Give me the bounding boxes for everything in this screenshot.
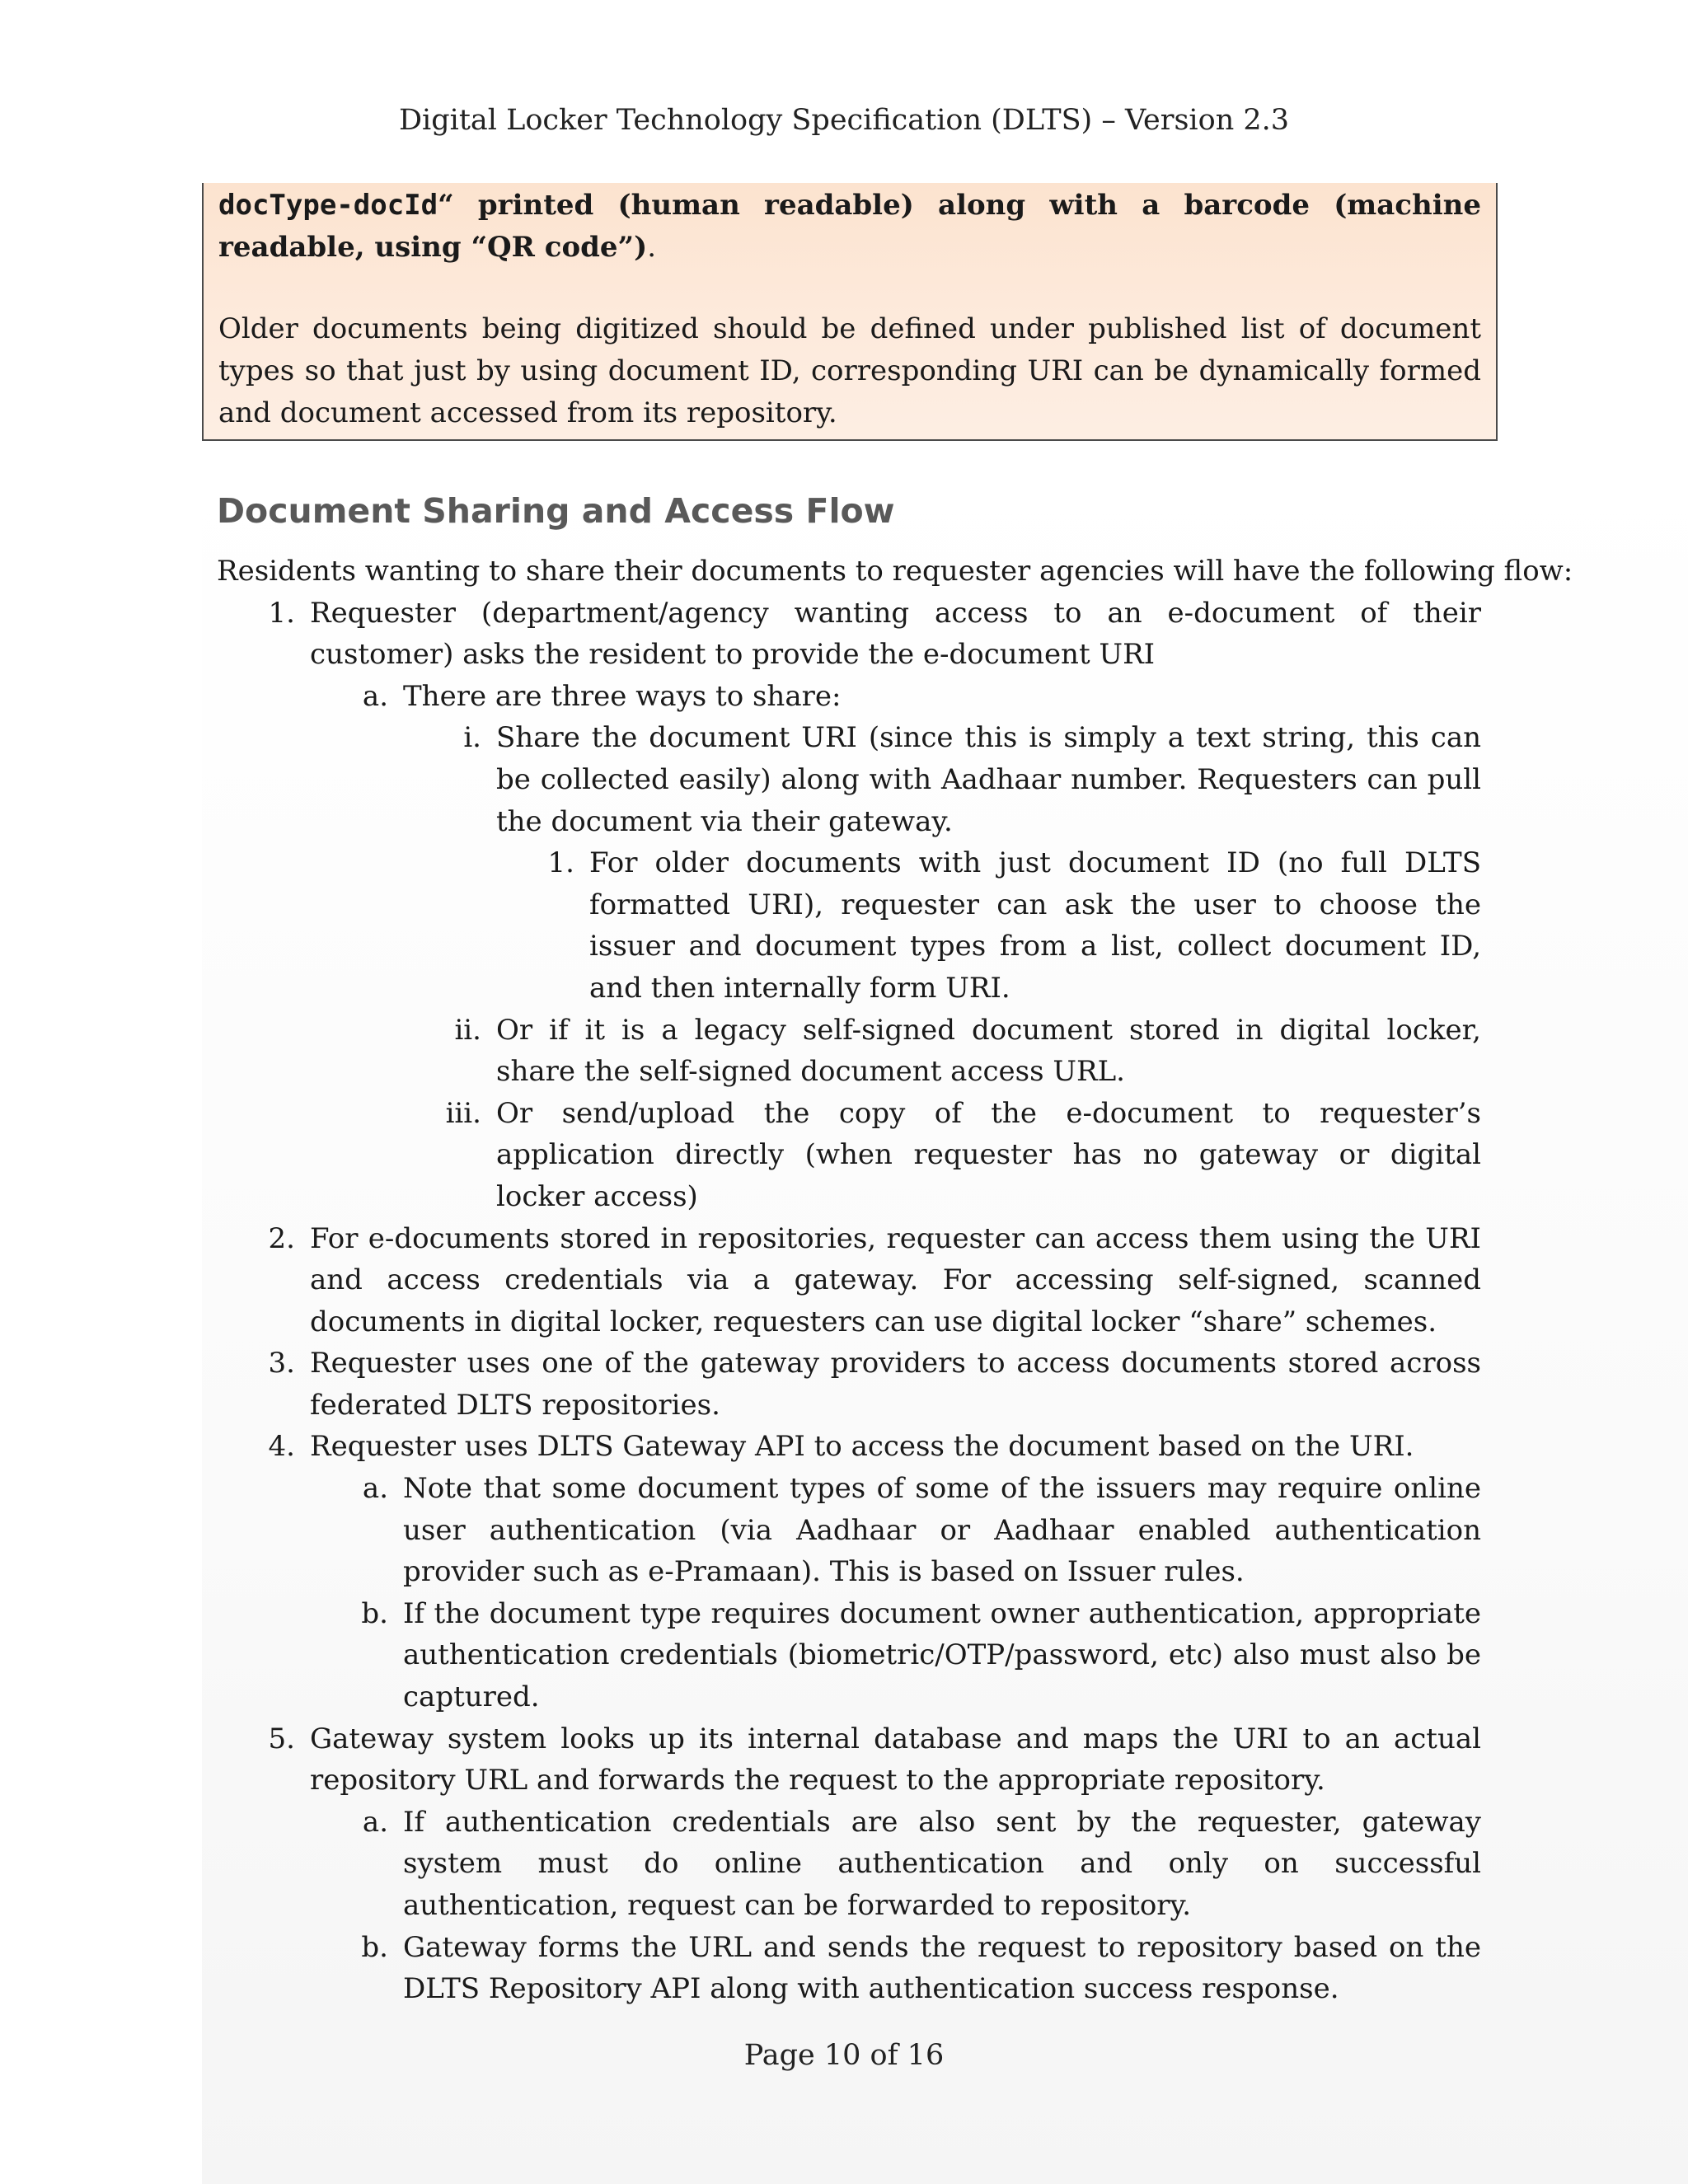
- callout-period: .: [647, 231, 656, 264]
- list-item-text: If the document type requires document owner authentication, appropriate authentication credentials (biometric/OTP/password, etc) also must also be captured.: [403, 1596, 1481, 1714]
- list-item: [463, 717, 1481, 842]
- list-marker: iii.: [445, 1096, 481, 1130]
- list-marker: 1.: [268, 596, 295, 630]
- list-item-text: Requester uses one of the gateway providers to access documents stored across federated DLTS repositories.: [310, 1347, 1481, 1422]
- list-marker: a.: [362, 1805, 388, 1839]
- list-marker: a.: [362, 1472, 388, 1506]
- list-marker: 4.: [268, 1430, 295, 1464]
- list-marker: 3.: [268, 1347, 295, 1380]
- list-marker: ii.: [454, 1013, 481, 1047]
- callout-box: [202, 183, 1498, 441]
- list-item-text: Share the document URI (since this is simply a text string, this can be collected easily) along with Aadhaar number. Requesters can pull the document via their gateway.: [496, 721, 1481, 838]
- list-item-text: Or send/upload the copy of the e-document to requester’s application directly (when requester has no gateway or digital locker access): [496, 1096, 1481, 1213]
- list-item-text: Or if it is a legacy self-signed document stored in digital locker, share the self-signed document access URL.: [496, 1013, 1481, 1089]
- list-item-text: Requester (department/agency wanting access to an e-document of their customer) asks the resident to provide the e-document URI: [310, 596, 1481, 672]
- list-item: [268, 1426, 1481, 1468]
- list-item: [362, 676, 1481, 718]
- page-footer: Page 10 of 16: [743, 2039, 945, 2072]
- list-marker: b.: [361, 1930, 388, 1964]
- section-title: Document Sharing and Access Flow: [217, 491, 895, 531]
- section-intro: Residents wanting to share their documents to requester agencies will have the following flow:: [217, 555, 1573, 588]
- list-item: [268, 1343, 1481, 1426]
- list-item: [362, 1802, 1481, 1927]
- list-item: [362, 1468, 1481, 1593]
- list-item: [268, 1218, 1481, 1343]
- list-item-text: There are three ways to share:: [403, 679, 842, 713]
- list-item-text: Note that some document types of some of the issuers may require online user authentication (via Aadhaar or Aadhaar enabled authentication provider such as e-Pramaan). This is based on Issuer rules.: [403, 1472, 1481, 1589]
- list-marker: 1.: [547, 846, 574, 880]
- list-marker: a.: [362, 679, 388, 713]
- list-marker: 5.: [268, 1722, 295, 1755]
- doctype-docid-code: docType-docId: [218, 189, 438, 222]
- list-item-text: Gateway forms the URL and sends the request to repository based on the DLTS Repository API along with authentication success response.: [403, 1930, 1481, 2006]
- callout-paragraph: Older documents being digitized should be defined under published list of document types so that just by using document ID, corresponding URI can be dynamically formed and document accessed from its repository.: [218, 312, 1481, 429]
- list-marker: 2.: [268, 1221, 295, 1255]
- list-item-text: For e-documents stored in repositories, requester can access them using the URI and access credentials via a gateway. For accessing self-signed, scanned documents in digital locker, requesters can use digital locker “share” schemes.: [310, 1221, 1481, 1338]
- list-item-text: If authentication credentials are also sent by the requester, gateway system must do online authentication and only on successful authentication, request can be forwarded to repository.: [403, 1805, 1481, 1922]
- list-item: [268, 593, 1481, 676]
- list-item: [547, 842, 1481, 1009]
- section-body: [217, 551, 1573, 2010]
- list-item-text: Requester uses DLTS Gateway API to access the document based on the URI.: [310, 1430, 1414, 1464]
- callout-bold-text: “ printed (human readable) along with a barcode (machine readable, using “QR code”): [218, 189, 1481, 264]
- callout-first-paragraph: [218, 185, 1481, 269]
- list-item-text: Gateway system looks up its internal database and maps the URI to an actual repository URL and forwards the request to the appropriate repository.: [310, 1722, 1481, 1797]
- list-item: [361, 1593, 1481, 1718]
- list-item: [445, 1093, 1481, 1218]
- list-item: [454, 1010, 1481, 1093]
- list-item: [268, 1718, 1481, 1802]
- list-marker: i.: [463, 721, 481, 755]
- page-header: Digital Locker Technology Specification (DLTS) – Version 2.3: [398, 104, 1290, 137]
- list-item: [361, 1927, 1481, 2010]
- list-item-text: For older documents with just document ID (no full DLTS formatted URI), requester can ask the user to choose the issuer and document types from a list, collect document ID, and then internally form URI.: [589, 846, 1481, 1005]
- list-marker: b.: [361, 1596, 388, 1630]
